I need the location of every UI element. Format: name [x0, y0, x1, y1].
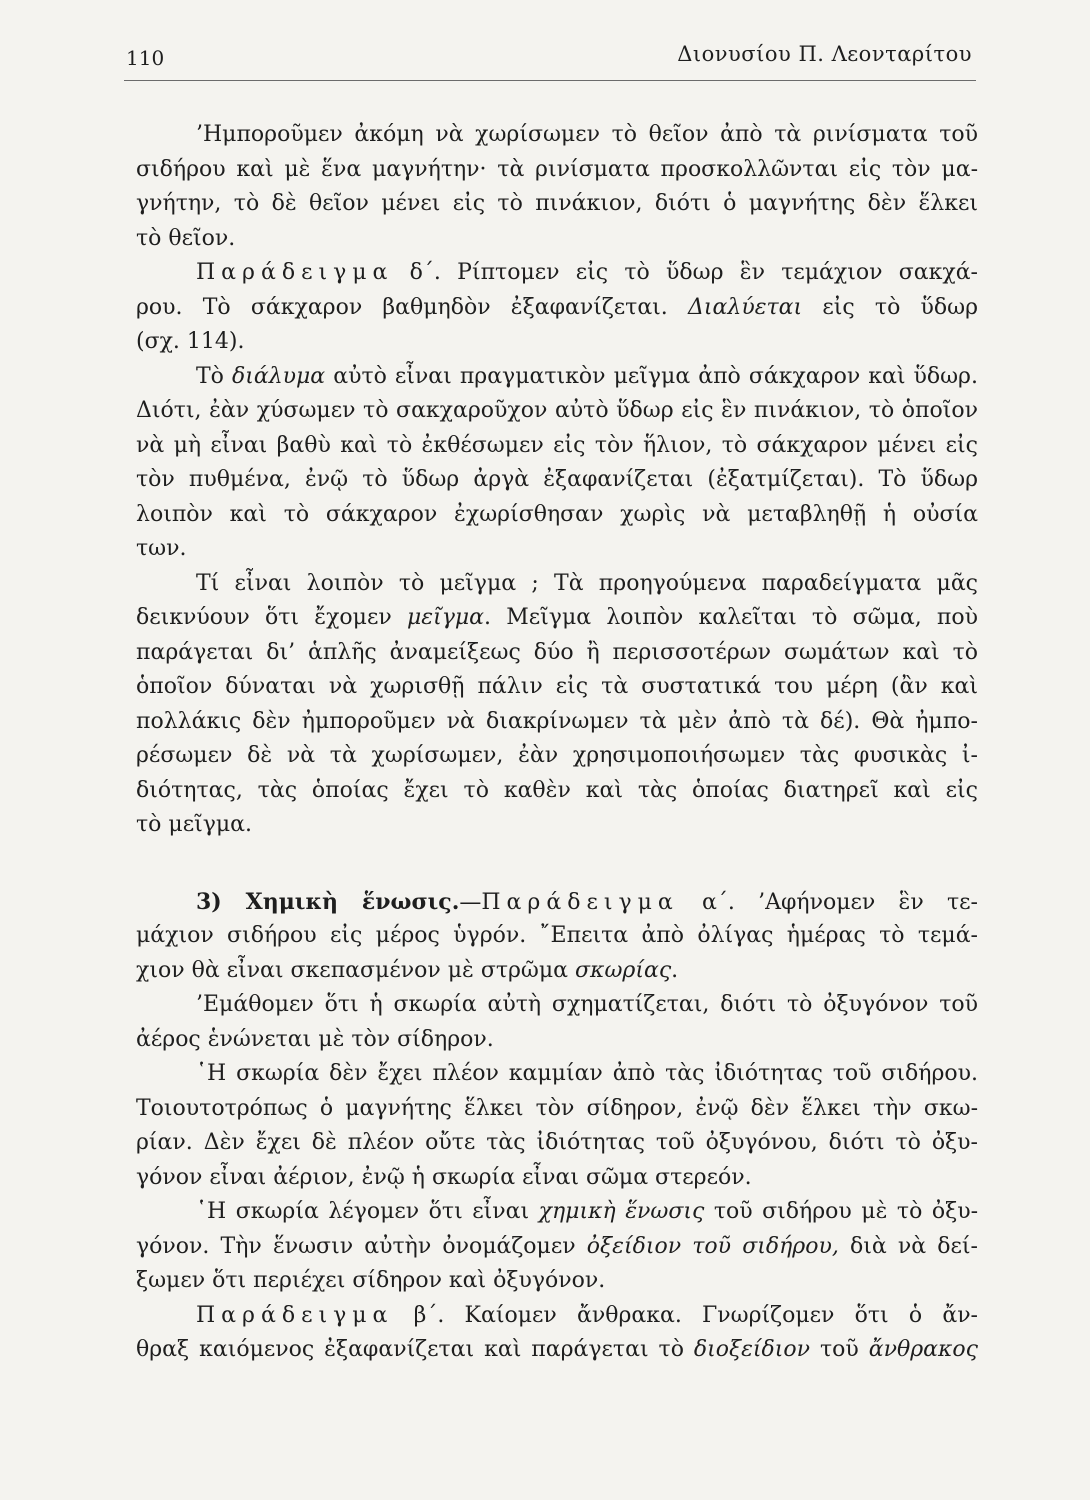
- emphasis: ἄνθρακος: [868, 1337, 978, 1362]
- text-line: Τὸ διάλυμα αὐτὸ εἶναι πραγματικὸν μεῖγμα ἀπὸ σάκχαρον καὶ ὕδωρ.: [196, 363, 978, 389]
- text-line: Τοιουτοτρόπως ὁ μαγνήτης ἕλκει τὸν σίδηρον, ἐνῷ δὲν ἕλκει τὴν σκω-: [136, 1095, 978, 1121]
- text-line: Διότι, ἐὰν χύσωμεν τὸ σακχαροῦχον αὐτὸ ὕδωρ εἰς ἓν πινάκιον, τὸ ὁποῖον: [136, 398, 978, 423]
- example-delta-line: Παράδειγμα δ΄. Ρίπτομεν εἰς τὸ ὕδωρ ἓν τεμάχιον σακχά-: [196, 260, 978, 285]
- example-label: Παράδειγμα: [196, 1302, 394, 1328]
- header-rule: [124, 80, 976, 81]
- text-line: πολλάκις δὲν ἠμποροῦμεν νὰ διακρίνωμεν τὰ μὲν ἀπὸ τὰ δέ). Θὰ ἠμπο-: [136, 708, 978, 734]
- text-line: ρίαν. Δὲν ἔχει δὲ πλέον οὔτε τὰς ἰδιότητας τοῦ ὀξυγόνου, διότι τὸ ὀξυ-: [136, 1130, 978, 1155]
- section-gap: [136, 843, 978, 885]
- emphasis: χημικὴ ἕνωσις: [538, 1199, 705, 1224]
- emphasis: σκωρίας: [575, 957, 672, 983]
- text-line: ’Ημποροῦμεν ἀκόμη νὰ χωρίσωμεν τὸ θεῖον ἀπὸ τὰ ρινίσματα τοῦ: [196, 122, 978, 147]
- example-label: Παράδειγμα: [196, 260, 394, 285]
- text-line: θραξ καιόμενος ἐξαφανίζεται καὶ παράγεται τὸ διοξείδιον τοῦ ἄνθρακος: [136, 1337, 978, 1362]
- text-line: ῾Η σκωρία δὲν ἔχει πλέον καμμίαν ἀπὸ τὰς ἰδιότητας τοῦ σιδήρου.: [196, 1061, 978, 1086]
- page-header: [126, 40, 972, 80]
- text-line: ’Εμάθομεν ὅτι ἡ σκωρία αὐτὴ σχηματίζεται, διότι τὸ ὀξυγόνον τοῦ: [196, 992, 978, 1017]
- text-line: γνήτην, τὸ δὲ θεῖον μένει εἰς τὸ πινάκιον, διότι ὁ μαγνήτης δὲν ἕλκει: [136, 191, 978, 216]
- running-title: Διονυσίου Π. Λεονταρίτου: [677, 42, 972, 66]
- example-beta-line: Παράδειγμα β΄. Καίομεν ἄνθρακα. Γνωρίζομεν ὅτι ὁ ἄν-: [196, 1302, 978, 1328]
- text-line: λοιπὸν καὶ τὸ σάκχαρον ἐχωρίσθησαν χωρὶς νὰ μεταβληθῇ ἡ οὐσία: [136, 501, 978, 527]
- text-line: παράγεται δι’ ἁπλῆς ἀναμείξεως δύο ἢ περισσοτέρων σωμάτων καὶ τὸ: [136, 639, 978, 665]
- text-line: νὰ μὴ εἶναι βαθὺ καὶ τὸ ἐκθέσωμεν εἰς τὸν ἥλιον, τὸ σάκχαρον μένει εἰς: [136, 432, 978, 458]
- figure-reference: (σχ. 114).: [136, 329, 245, 354]
- example-label: Παράδειγμα: [481, 889, 679, 915]
- body-text: [136, 118, 978, 1368]
- text-line: ὁποῖον δύναται νὰ χωρισθῇ πάλιν εἰς τὰ συστατικά του μέρη (ἂν καὶ: [136, 674, 978, 699]
- emphasis: Διαλύεται: [688, 294, 803, 320]
- text-line: ἀέρος ἑνώνεται μὲ τὸν σίδηρον.: [136, 1026, 494, 1052]
- text-line: τὸν πυθμένα, ἐνῷ τὸ ὕδωρ ἀργὰ ἐξαφανίζεται (ἐξατμίζεται). Τὸ ὕδωρ: [136, 467, 978, 492]
- text-line: γόνον. Τὴν ἕνωσιν αὐτὴν ὀνομάζομεν ὀξείδιον τοῦ σιδήρου, διὰ νὰ δεί-: [136, 1233, 978, 1259]
- text-line: ῾Η σκωρία λέγομεν ὅτι εἶναι χημικὴ ἕνωσις τοῦ σιδήρου μὲ τὸ ὀξυ-: [196, 1199, 978, 1224]
- section-heading-line: 3) Χημικὴ ἕνωσις.—Παράδειγμα α΄. ’Αφήνομεν ἓν τε-: [196, 888, 978, 915]
- text-line: των.: [136, 536, 187, 561]
- text-line: τὸ μεῖγμα.: [136, 812, 253, 837]
- emphasis: μεῖγμα: [406, 605, 485, 630]
- text-line: μάχιον σιδήρου εἰς μέρος ὑγρόν. ῎Επειτα ἀπὸ ὀλίγας ἡμέρας τὸ τεμά-: [136, 923, 978, 948]
- text-line: τὸ θεῖον.: [136, 225, 236, 251]
- text-line: ξωμεν ὅτι περιέχει σίδηρον καὶ ὀξυγόνον.: [136, 1268, 606, 1293]
- text-line: χιον θὰ εἶναι σκεπασμένον μὲ στρῶμα σκωρίας.: [136, 957, 679, 983]
- text-line: Τί εἶναι λοιπὸν τὸ μεῖγμα ; Τὰ προηγούμενα παραδείγματα μᾶς: [196, 570, 978, 596]
- text-line: γόνον εἶναι ἀέριον, ἐνῷ ἡ σκωρία εἶναι σῶμα στερεόν.: [136, 1164, 752, 1190]
- emphasis: ὀξείδιον τοῦ σιδήρου,: [586, 1233, 839, 1259]
- emphasis: διάλυμα: [231, 363, 326, 389]
- text-line: διότητας, τὰς ὁποίας ἔχει τὸ καθὲν καὶ τὰς ὁποίας διατηρεῖ καὶ εἰς: [136, 777, 978, 803]
- text-line: ρέσωμεν δὲ νὰ τὰ χωρίσωμεν, ἐὰν χρησιμοποιήσωμεν τὰς φυσικὰς ἰ-: [136, 743, 978, 768]
- emphasis: διοξείδιον: [693, 1337, 811, 1362]
- page-number: 110: [126, 46, 165, 70]
- section-heading: 3) Χημικὴ ἕνωσις.: [196, 888, 460, 915]
- text-line: σιδήρου καὶ μὲ ἕνα μαγνήτην· τὰ ρινίσματα προσκολλῶνται εἰς τὸν μα-: [136, 156, 978, 182]
- text-line: δεικνύουν ὅτι ἔχομεν μεῖγμα. Μεῖγμα λοιπὸν καλεῖται τὸ σῶμα, ποὺ: [136, 605, 978, 630]
- text-line: ρου. Τὸ σάκχαρον βαθμηδὸν ἐξαφανίζεται. Διαλύεται εἰς τὸ ὕδωρ: [136, 294, 978, 320]
